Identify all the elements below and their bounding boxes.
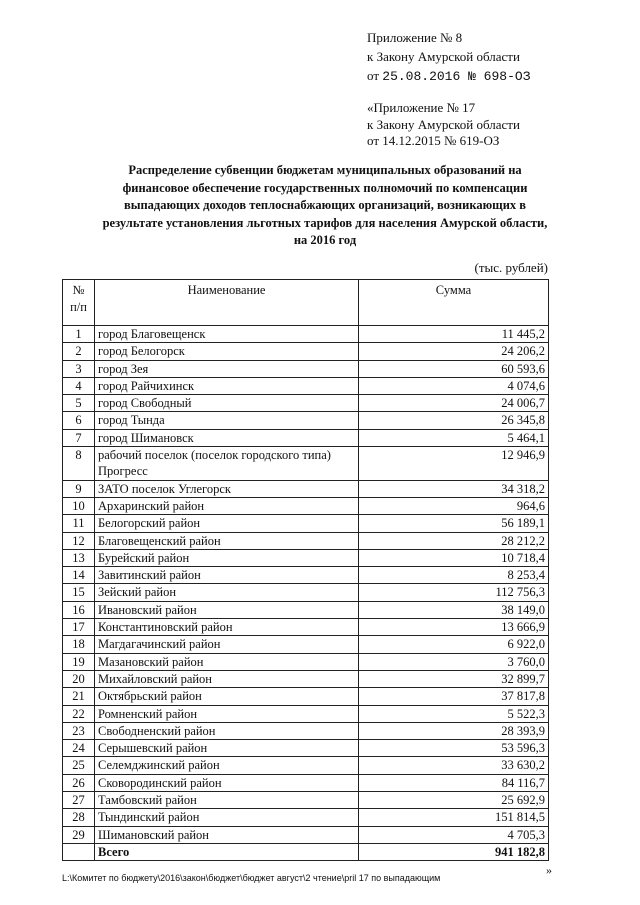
row-sum: 28 393,9 xyxy=(359,722,549,739)
row-name: город Тында xyxy=(95,412,359,429)
table-row xyxy=(63,584,549,601)
header-number: № п/п xyxy=(63,280,95,326)
row-number: 2 xyxy=(63,343,95,360)
row-number: 1 xyxy=(63,326,95,343)
total-row xyxy=(63,843,549,860)
row-name: рабочий поселок (поселок городского типа) Прогресс xyxy=(95,447,359,481)
table-row xyxy=(63,774,549,791)
row-number: 4 xyxy=(63,377,95,394)
table-row xyxy=(63,705,549,722)
row-sum: 26 345,8 xyxy=(359,412,549,429)
row-number: 28 xyxy=(63,809,95,826)
row-number: 16 xyxy=(63,601,95,618)
table-row xyxy=(63,601,549,618)
row-sum: 24 206,2 xyxy=(359,343,549,360)
row-number: 9 xyxy=(63,480,95,497)
row-name: Ромненский район xyxy=(95,705,359,722)
row-sum: 60 593,6 xyxy=(359,360,549,377)
total-sum: 941 182,8 xyxy=(359,843,549,860)
row-name: Магдагачинский район xyxy=(95,636,359,653)
row-number: 27 xyxy=(63,792,95,809)
annex-date-stamp: 25.08.2016 № 698-ОЗ xyxy=(382,69,531,84)
row-number: 24 xyxy=(63,740,95,757)
row-sum: 6 922,0 xyxy=(359,636,549,653)
total-number-cell xyxy=(63,843,95,860)
row-sum: 4 705,3 xyxy=(359,826,549,843)
table-row xyxy=(63,670,549,687)
row-sum: 56 189,1 xyxy=(359,515,549,532)
row-number: 11 xyxy=(63,515,95,532)
row-sum: 28 212,2 xyxy=(359,532,549,549)
row-sum: 38 149,0 xyxy=(359,601,549,618)
table-body xyxy=(63,326,549,844)
row-sum: 151 814,5 xyxy=(359,809,549,826)
row-sum: 12 946,9 xyxy=(359,447,549,481)
row-name: Мазановский район xyxy=(95,653,359,670)
row-number: 22 xyxy=(63,705,95,722)
row-sum: 13 666,9 xyxy=(359,619,549,636)
row-number: 25 xyxy=(63,757,95,774)
document-title: Распределение субвенции бюджетам муниципальных образований на финансовое обеспечение государственных полномочий по компенсации выпадающих доходов теплоснабжающих организаций, возникающих в результате установления льготных тарифов для населения Амурской области, на 2016 год xyxy=(102,163,548,247)
table-row xyxy=(63,447,549,481)
table-row xyxy=(63,792,549,809)
row-number: 3 xyxy=(63,360,95,377)
row-name: Шимановский район xyxy=(95,826,359,843)
table-row xyxy=(63,412,549,429)
table-header-row xyxy=(63,280,549,326)
row-sum: 53 596,3 xyxy=(359,740,549,757)
table-row xyxy=(63,326,549,343)
table-row xyxy=(63,343,549,360)
row-name: Бурейский район xyxy=(95,549,359,566)
table-row xyxy=(63,515,549,532)
row-name: город Зея xyxy=(95,360,359,377)
row-sum: 5 522,3 xyxy=(359,705,549,722)
row-number: 18 xyxy=(63,636,95,653)
row-name: Зейский район xyxy=(95,584,359,601)
row-name: Благовещенский район xyxy=(95,532,359,549)
row-number: 17 xyxy=(63,619,95,636)
row-number: 15 xyxy=(63,584,95,601)
row-name: Тындинский район xyxy=(95,809,359,826)
table-row xyxy=(63,722,549,739)
table-row xyxy=(63,653,549,670)
annex-date-prefix: от xyxy=(367,68,380,83)
annex-law-ref: к Закону Амурской области xyxy=(367,49,520,64)
table-row xyxy=(63,549,549,566)
header-name: Наименование xyxy=(95,280,359,326)
row-name: город Райчихинск xyxy=(95,377,359,394)
row-number: 7 xyxy=(63,429,95,446)
table-row xyxy=(63,429,549,446)
row-name: Сковородинский район xyxy=(95,774,359,791)
row-name: город Свободный xyxy=(95,395,359,412)
row-name: Тамбовский район xyxy=(95,792,359,809)
row-number: 12 xyxy=(63,532,95,549)
row-number: 6 xyxy=(63,412,95,429)
row-sum: 24 006,7 xyxy=(359,395,549,412)
row-sum: 34 318,2 xyxy=(359,480,549,497)
table-row xyxy=(63,480,549,497)
row-name: город Шимановск xyxy=(95,429,359,446)
row-sum: 32 899,7 xyxy=(359,670,549,687)
row-sum: 5 464,1 xyxy=(359,429,549,446)
row-sum: 37 817,8 xyxy=(359,688,549,705)
annex-number: Приложение № 8 xyxy=(367,30,463,45)
table-row xyxy=(63,740,549,757)
prior-annex-number: «Приложение № 17 xyxy=(367,100,476,115)
header-sum: Сумма xyxy=(359,280,549,326)
file-path-footer: L:\Комитет по бюджету\2016\закон\бюджет\бюджет август\2 чтение\pril 17 по выпадающим xyxy=(62,873,441,883)
table-row xyxy=(63,395,549,412)
row-name: Белогорский район xyxy=(95,515,359,532)
row-sum: 84 116,7 xyxy=(359,774,549,791)
prior-annex-law-ref: к Закону Амурской области xyxy=(367,117,520,132)
row-name: Свободненский район xyxy=(95,722,359,739)
row-number: 26 xyxy=(63,774,95,791)
row-number: 21 xyxy=(63,688,95,705)
row-sum: 25 692,9 xyxy=(359,792,549,809)
row-number: 14 xyxy=(63,567,95,584)
annex-date-line xyxy=(367,68,531,85)
row-name: Ивановский район xyxy=(95,601,359,618)
row-number: 23 xyxy=(63,722,95,739)
table-row xyxy=(63,619,549,636)
row-sum: 964,6 xyxy=(359,497,549,514)
table-row xyxy=(63,377,549,394)
row-number: 5 xyxy=(63,395,95,412)
table-row xyxy=(63,809,549,826)
closing-quote: » xyxy=(546,863,552,877)
row-name: Константиновский район xyxy=(95,619,359,636)
row-name: Архаринский район xyxy=(95,497,359,514)
table-row xyxy=(63,826,549,843)
row-sum: 112 756,3 xyxy=(359,584,549,601)
row-sum: 3 760,0 xyxy=(359,653,549,670)
table-row xyxy=(63,497,549,514)
row-sum: 33 630,2 xyxy=(359,757,549,774)
row-sum: 8 253,4 xyxy=(359,567,549,584)
row-sum: 10 718,4 xyxy=(359,549,549,566)
units-label: (тыс. рублей) xyxy=(474,260,548,275)
row-number: 10 xyxy=(63,497,95,514)
row-number: 19 xyxy=(63,653,95,670)
table-row xyxy=(63,567,549,584)
table-row xyxy=(63,757,549,774)
table-row xyxy=(63,360,549,377)
table-row xyxy=(63,688,549,705)
row-number: 8 xyxy=(63,447,95,481)
row-name: Октябрьский район xyxy=(95,688,359,705)
row-name: Завитинский район xyxy=(95,567,359,584)
table-row xyxy=(63,532,549,549)
row-sum: 11 445,2 xyxy=(359,326,549,343)
row-name: город Белогорск xyxy=(95,343,359,360)
row-number: 13 xyxy=(63,549,95,566)
prior-annex-date: от 14.12.2015 № 619-ОЗ xyxy=(367,133,500,148)
distribution-table xyxy=(62,279,549,861)
row-name: ЗАТО поселок Углегорск xyxy=(95,480,359,497)
row-sum: 4 074,6 xyxy=(359,377,549,394)
row-name: Михайловский район xyxy=(95,670,359,687)
row-name: город Благовещенск xyxy=(95,326,359,343)
row-number: 29 xyxy=(63,826,95,843)
row-name: Селемджинский район xyxy=(95,757,359,774)
row-number: 20 xyxy=(63,670,95,687)
total-label: Всего xyxy=(95,843,359,860)
row-name: Серышевский район xyxy=(95,740,359,757)
table-row xyxy=(63,636,549,653)
